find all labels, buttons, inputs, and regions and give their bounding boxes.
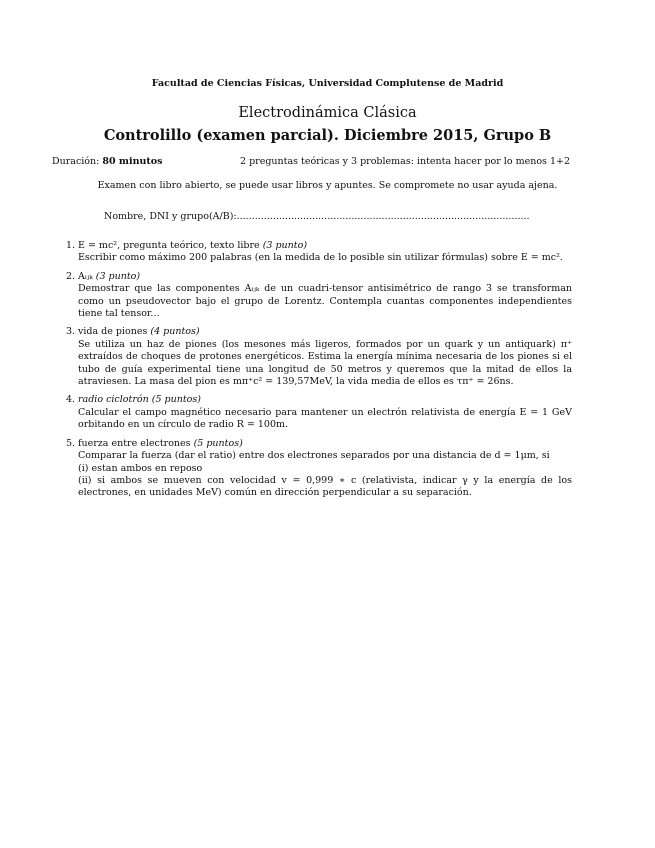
question-points: (5 puntos) xyxy=(151,394,201,406)
question-3 xyxy=(66,326,572,388)
question-title: E = mc², pregunta teórico, texto libre xyxy=(78,240,260,251)
question-2 xyxy=(66,271,572,321)
question-body-line: (ii) si ambos se mueven con velocidad v = 0,999 ∗ c (relativista, indicar γ y la energía de los electrones, en unidades MeV) común en dirección perpendicular a su separación. xyxy=(78,474,572,499)
question-body: Calcular el campo magnético necesario para mantener un electrón relativista de energía E = 1 GeV orbitando en un círculo de radio R = 100m. xyxy=(78,406,572,431)
exam-subtitle: Controlillo (examen parcial). Diciembre 2015, Grupo B xyxy=(103,127,552,144)
question-number: 3. xyxy=(66,326,76,338)
question-1 xyxy=(66,240,572,265)
question-heading xyxy=(78,271,572,283)
question-heading xyxy=(78,240,572,252)
question-body-line: Comparar la fuerza (dar el ratio) entre dos electrones separados por una distancia de d = 1μm, si xyxy=(78,450,550,462)
question-heading xyxy=(78,326,572,338)
name-field-line: Nombre, DNI y grupo(A/B):................................................................................................. xyxy=(104,211,530,222)
question-number: 4. xyxy=(66,394,76,406)
question-points: (3 punto) xyxy=(262,240,308,251)
duration-info xyxy=(52,156,162,167)
question-title: fuerza entre electrones xyxy=(78,437,191,449)
question-5 xyxy=(66,438,572,500)
question-4 xyxy=(66,394,572,431)
question-points: (4 puntos) xyxy=(150,326,200,338)
question-heading xyxy=(78,394,572,406)
question-body: Escribir como máximo 200 palabras (en la medida de lo posible sin utilizar fórmulas) sobre E = mc². xyxy=(78,252,563,264)
question-body: Se utiliza un haz de piones (los mesones más ligeros, formados por un quark y un antiquark) π⁺ extraídos de choques de protones energéticos. Estima la energía mínima necesaria de los piones si el tubo de guía experimental tiene una longitud de 50 metros y queremos que la mitad de ellos la atraviesen. La masa del pion es mπ⁺c² = 139,57MeV, la vida media de ellos es τπ⁺ = 26ns. xyxy=(78,338,572,388)
question-points: (3 punto) xyxy=(95,270,141,282)
faculty-header: Facultad de Ciencias Físicas, Universidad Complutense de Madrid xyxy=(151,78,504,89)
open-book-notice: Examen con libro abierto, se puede usar libros y apuntes. Se compromete no usar ayuda ajena. xyxy=(97,180,558,191)
duration-value: 80 minutos xyxy=(102,156,163,167)
question-list xyxy=(66,240,572,506)
question-title: vida de piones xyxy=(78,326,148,338)
course-title: Electrodinámica Clásica xyxy=(238,105,417,121)
question-number: 1. xyxy=(66,240,76,251)
duration-label: Duración: xyxy=(52,156,100,167)
question-body-line: (i) estan ambos en reposo xyxy=(78,462,203,474)
exam-summary: 2 preguntas teóricas y 3 problemas: intenta hacer por lo menos 1+2 xyxy=(240,156,570,167)
question-number: 5. xyxy=(66,437,76,449)
question-heading xyxy=(78,438,572,450)
question-number: 2. xyxy=(66,270,76,282)
question-points: (5 puntos) xyxy=(193,437,243,449)
question-title: radio ciclotrón xyxy=(78,394,149,406)
question-body: Demostrar que las componentes Aᵢⱼₖ de un cuadri-tensor antisimétrico de rango 3 se transforman como un pseudovector bajo el grupo de Lorentz. Contempla cuantas componentes independientes tiene tal tensor... xyxy=(78,283,572,320)
question-title: Aᵢⱼₖ xyxy=(78,270,93,282)
